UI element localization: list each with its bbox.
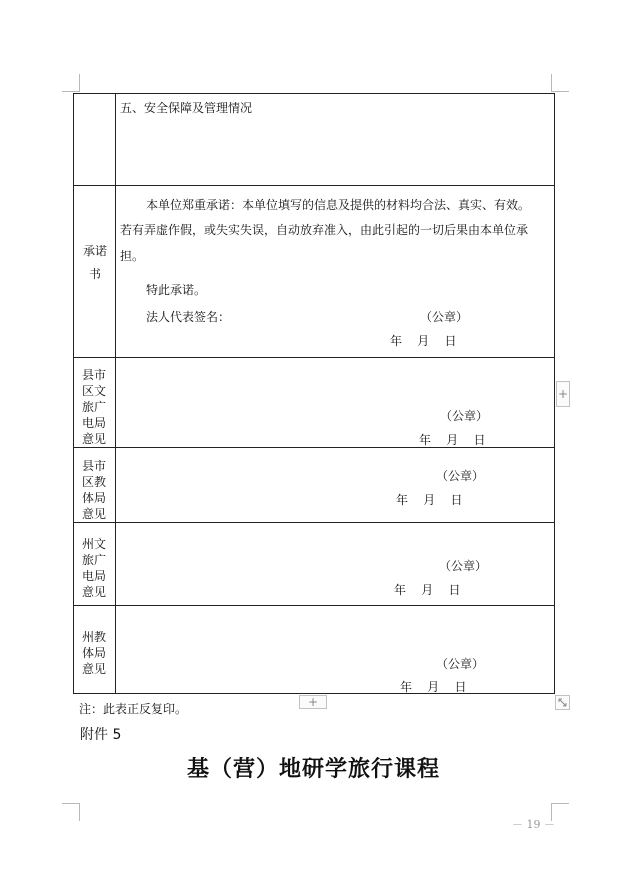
county-culture-tourism-seal: （公章） — [440, 409, 489, 423]
resize-icon — [556, 696, 569, 709]
row-divider — [74, 357, 554, 358]
page-number: － 19 － — [512, 818, 555, 831]
crop-mark-bottom-left — [62, 803, 80, 821]
county-education-seal: （公章） — [436, 469, 485, 483]
commitment-line1: 本单位郑重承诺：本单位填写的信息及提供的材料均合法、真实、有效。 — [146, 198, 531, 212]
prefecture-culture-tourism-date: 年 月 日 — [394, 583, 461, 597]
prefecture-education-opinion-label: 州教体局意见 — [81, 630, 106, 676]
column-divider — [115, 94, 116, 693]
commitment-closing: 特此承诺。 — [146, 283, 207, 297]
add-column-button[interactable]: + — [556, 381, 570, 407]
prefecture-culture-tourism-seal: （公章） — [439, 559, 488, 573]
document-title: 基（营）地研学旅行课程 — [186, 757, 440, 782]
commitment-line2: 若有弄虚作假，或失实失误，自动放弃准入，由此引起的一切后果由本单位承 — [120, 223, 529, 237]
county-education-opinion-label: 县市区教体局意见 — [81, 459, 106, 521]
prefecture-education-seal: （公章） — [436, 657, 485, 671]
signature-label: 法人代表签名： — [146, 310, 231, 324]
add-row-button[interactable]: + — [299, 695, 327, 709]
row-divider — [74, 185, 554, 186]
table-note: 注：此表正反复印。 — [79, 702, 188, 716]
crop-mark-top-right — [551, 74, 569, 92]
crop-mark-top-left — [62, 74, 80, 92]
commitment-line3: 担。 — [120, 249, 145, 263]
county-education-date: 年 月 日 — [396, 493, 463, 507]
commitment-date: 年 月 日 — [390, 334, 457, 348]
attachment-label: 附件 5 — [80, 727, 122, 743]
application-table — [73, 93, 555, 694]
section5-heading: 五、安全保障及管理情况 — [120, 101, 253, 115]
commitment-seal: （公章） — [420, 310, 469, 324]
row-divider — [74, 605, 554, 606]
county-culture-tourism-opinion-label: 县市区文旅广电局意见 — [81, 368, 106, 446]
commitment-label: 承诺书 — [82, 244, 107, 281]
row-divider — [74, 522, 554, 523]
resize-table-handle[interactable] — [555, 695, 570, 710]
prefecture-culture-tourism-opinion-label: 州文旅广电局意见 — [81, 537, 106, 599]
county-culture-tourism-date: 年 月 日 — [419, 433, 486, 447]
prefecture-education-date: 年 月 日 — [400, 680, 467, 694]
